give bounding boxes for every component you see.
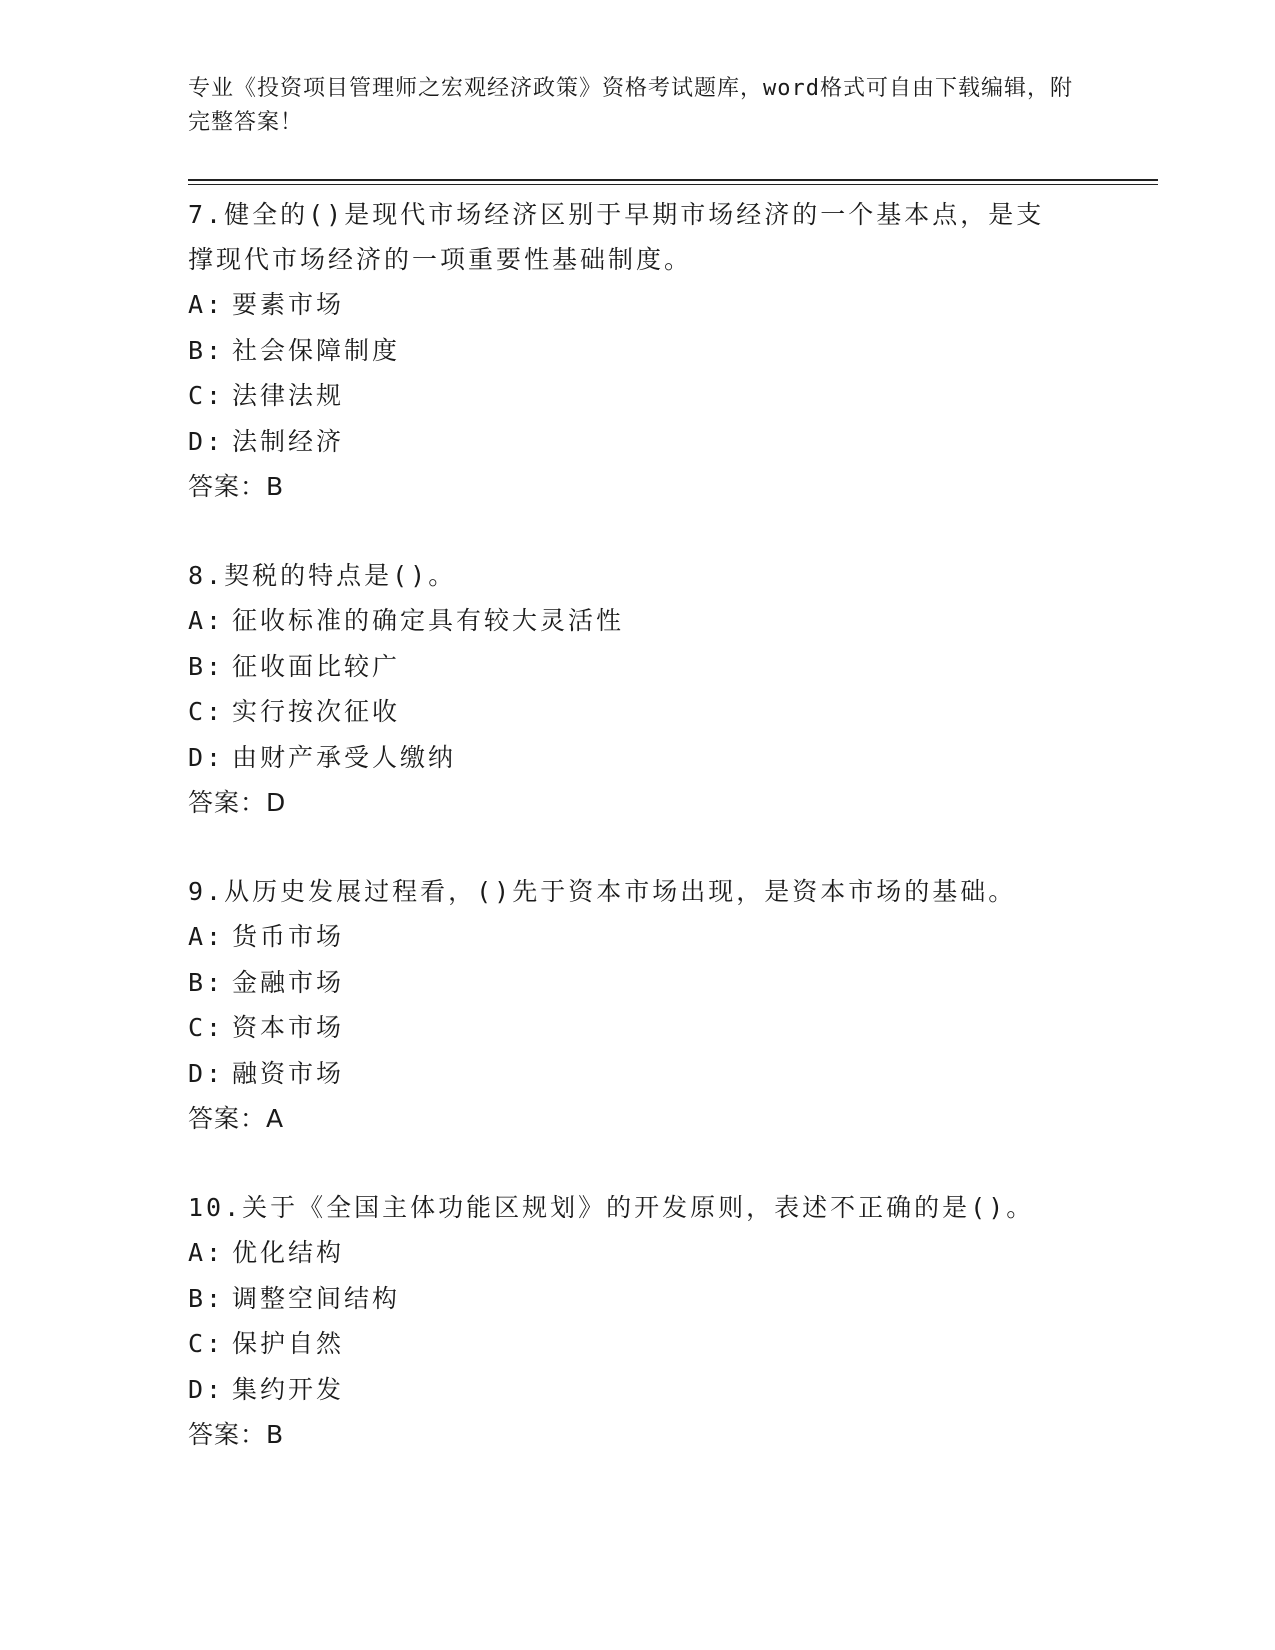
option-key: C: — [188, 1013, 225, 1042]
option-key: C: — [188, 1329, 225, 1358]
option-a — [188, 1230, 1158, 1276]
option-text: 资本市场 — [232, 1013, 345, 1042]
option-key: B: — [188, 651, 225, 681]
option-text: 实行按次征收 — [232, 697, 401, 726]
option-b — [188, 644, 1158, 690]
option-text: 融资市场 — [232, 1058, 345, 1088]
option-key: D: — [188, 426, 225, 456]
question-10 — [188, 1185, 1158, 1457]
option-key: A: — [188, 1238, 225, 1267]
question-stem: 7.健全的()是现代市场经济区别于早期市场经济的一个基本点，是支撑现代市场经济的一项重要性基础制度。 — [188, 200, 1045, 274]
question-8 — [188, 553, 1158, 825]
option-c — [188, 689, 1158, 735]
option-a — [188, 282, 1158, 328]
option-text: 调整空间结构 — [232, 1283, 401, 1313]
option-key: D: — [188, 1374, 225, 1404]
option-key: A: — [188, 922, 225, 951]
option-text: 征收面比较广 — [232, 651, 401, 681]
option-key: D: — [188, 742, 225, 772]
option-key: B: — [188, 1283, 225, 1313]
answer-line: 答案：B — [188, 1420, 285, 1449]
option-c — [188, 1005, 1158, 1051]
option-b — [188, 328, 1158, 374]
question-stem: 10.关于《全国主体功能区规划》的开发原则，表述不正确的是()。 — [188, 1193, 1035, 1222]
intro-text: 专业《投资项目管理师之宏观经济政策》资格考试题库，word格式可自由下载编辑，附完整答案！ — [188, 76, 1073, 135]
option-a — [188, 598, 1158, 644]
option-key: B: — [188, 335, 225, 365]
answer-line: 答案：A — [188, 1104, 285, 1133]
option-text: 法律法规 — [232, 381, 345, 410]
option-text: 由财产承受人缴纳 — [232, 742, 457, 772]
question-7 — [188, 192, 1158, 509]
option-key: C: — [188, 697, 225, 726]
option-d — [188, 735, 1158, 781]
option-b — [188, 1276, 1158, 1322]
answer-line: 答案：B — [188, 472, 285, 501]
option-key: B: — [188, 967, 225, 997]
option-key: A: — [188, 290, 225, 319]
option-c — [188, 1321, 1158, 1367]
option-c — [188, 373, 1158, 419]
option-text: 优化结构 — [232, 1238, 345, 1267]
option-text: 社会保障制度 — [232, 335, 401, 365]
option-text: 保护自然 — [232, 1329, 345, 1358]
option-text: 要素市场 — [232, 290, 345, 319]
option-b — [188, 960, 1158, 1006]
question-stem: 9.从历史发展过程看，()先于资本市场出现，是资本市场的基础。 — [188, 877, 1017, 906]
option-text: 金融市场 — [232, 967, 345, 997]
option-key: A: — [188, 606, 225, 635]
option-text: 集约开发 — [232, 1374, 345, 1404]
option-a — [188, 914, 1158, 960]
option-key: D: — [188, 1058, 225, 1088]
question-stem: 8.契税的特点是()。 — [188, 561, 457, 590]
question-list — [188, 192, 1158, 1501]
answer-line: 答案：D — [188, 788, 287, 817]
header-divider — [188, 179, 1158, 185]
option-key: C: — [188, 381, 225, 410]
option-d — [188, 1051, 1158, 1097]
question-9 — [188, 869, 1158, 1141]
option-text: 法制经济 — [232, 426, 345, 456]
option-text: 货币市场 — [232, 922, 345, 951]
option-d — [188, 1367, 1158, 1413]
option-text: 征收标准的确定具有较大灵活性 — [232, 606, 625, 635]
option-d — [188, 419, 1158, 465]
